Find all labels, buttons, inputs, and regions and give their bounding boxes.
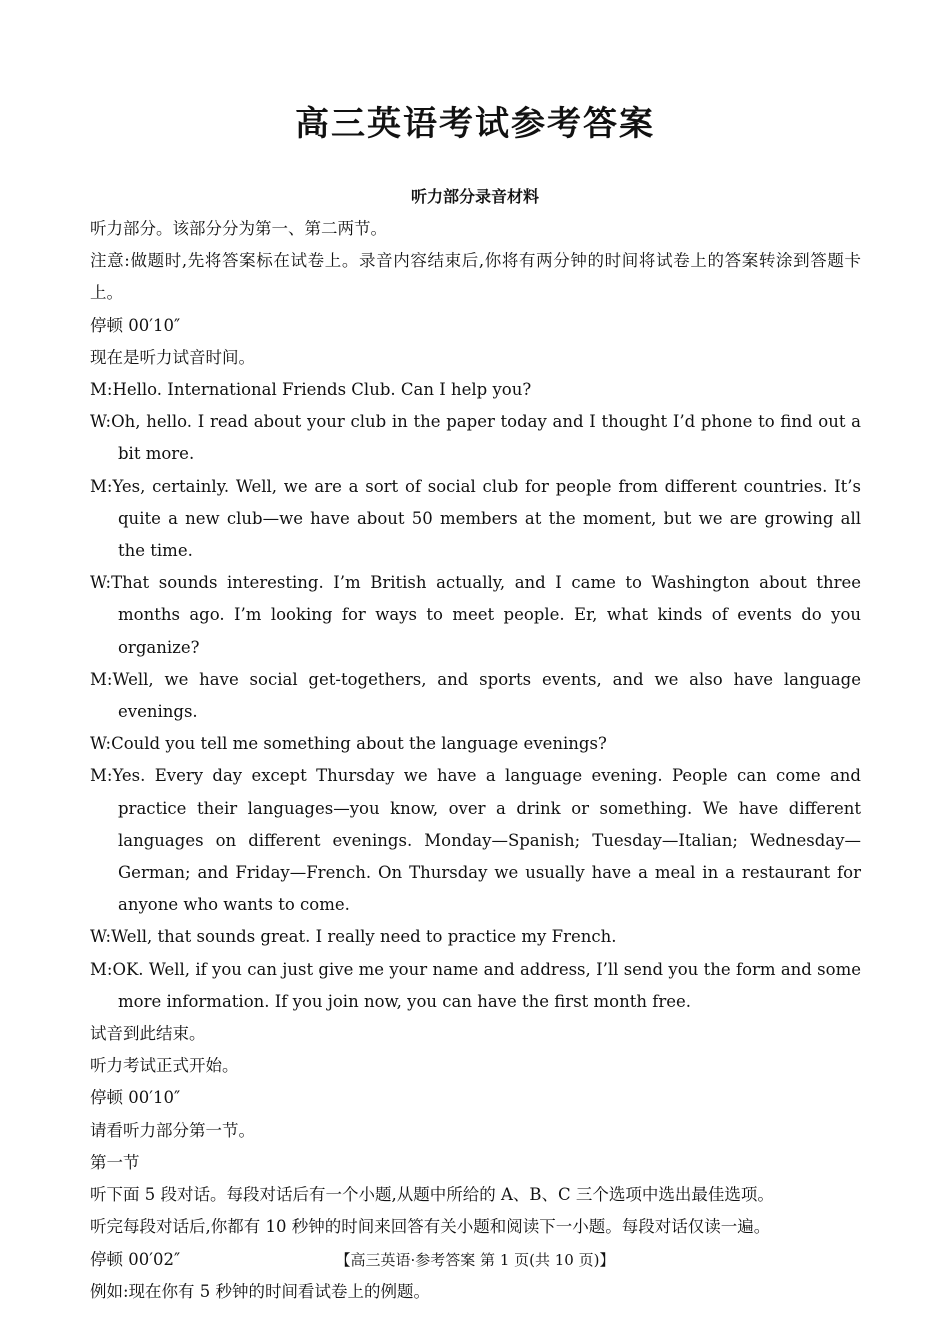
page-footer: 【高三英语·参考答案 第 1 页(共 10 页)】: [335, 1251, 615, 1269]
pause-line: 停顿 00′02″: [90, 1249, 181, 1269]
section-title: 听力部分录音材料: [410, 187, 539, 206]
pause-line: 停顿 00′10″: [90, 1088, 181, 1108]
dialog-line-w: W:Could you tell me something about the language evenings?: [90, 734, 607, 754]
trial-end-line: 试音到此结束。: [90, 1024, 206, 1044]
dialog-line-m: M:OK. Well, if you can just give me your name and address, I’ll send you the form and some more information. If you join now, you can have the first month free.: [90, 959, 861, 1011]
section-heading: 第一节: [90, 1152, 140, 1172]
document-body: [90, 213, 861, 1308]
see-section-line: 请看听力部分第一节。: [90, 1120, 255, 1140]
example-line: 例如:现在你有 5 秒钟的时间看试卷上的例题。: [90, 1281, 431, 1301]
trial-line: 现在是听力试音时间。: [90, 347, 255, 367]
dialog-line-m: M:Hello. International Friends Club. Can I help you?: [90, 380, 532, 400]
exam-start-line: 听力考试正式开始。: [90, 1056, 239, 1076]
dialog-line-m: M:Yes, certainly. Well, we are a sort of social club for people from different countries. It’s quite a new club—we have about 50 members at the moment, but we are growing all the time.: [90, 476, 861, 561]
intro-line: 听力部分。该部分分为第一、第二两节。: [90, 219, 387, 238]
dialog-line-m: M:Well, we have social get-togethers, and sports events, and we also have language evenings.: [90, 669, 861, 722]
instruction-line: 听完每段对话后,你都有 10 秒钟的时间来回答有关小题和阅读下一小题。每段对话仅读一遍。: [90, 1217, 771, 1237]
page-title: 高三英语考试参考答案: [295, 104, 655, 144]
dialog-line-w: W:Well, that sounds great. I really need to practice my French.: [90, 927, 617, 947]
note-paragraph: 注意:做题时,先将答案标在试卷上。录音内容结束后,你将有两分钟的时间将试卷上的答案转涂到答题卡上。: [90, 251, 861, 303]
dialog-line-w: W:That sounds interesting. I’m British actually, and I came to Washington about three months ago. I’m looking for ways to meet people. Er, what kinds of events do you organize?: [90, 573, 861, 657]
instruction-line: 听下面 5 段对话。每段对话后有一个小题,从题中所给的 A、B、C 三个选项中选出最佳选项。: [90, 1185, 774, 1205]
pause-line: 停顿 00′10″: [90, 315, 181, 335]
dialog-line-w: W:Oh, hello. I read about your club in the paper today and I thought I’d phone to find out a bit more.: [90, 412, 861, 464]
dialog-line-m: M:Yes. Every day except Thursday we have a language evening. People can come and practice their languages—you know, over a drink or something. We have different languages on different evenings. Monday—Spanish; Tuesday—Italian; Wednesday—German; and Friday—French. On Thursday we usually have a meal in a restaurant for anyone who wants to come.: [90, 766, 861, 915]
